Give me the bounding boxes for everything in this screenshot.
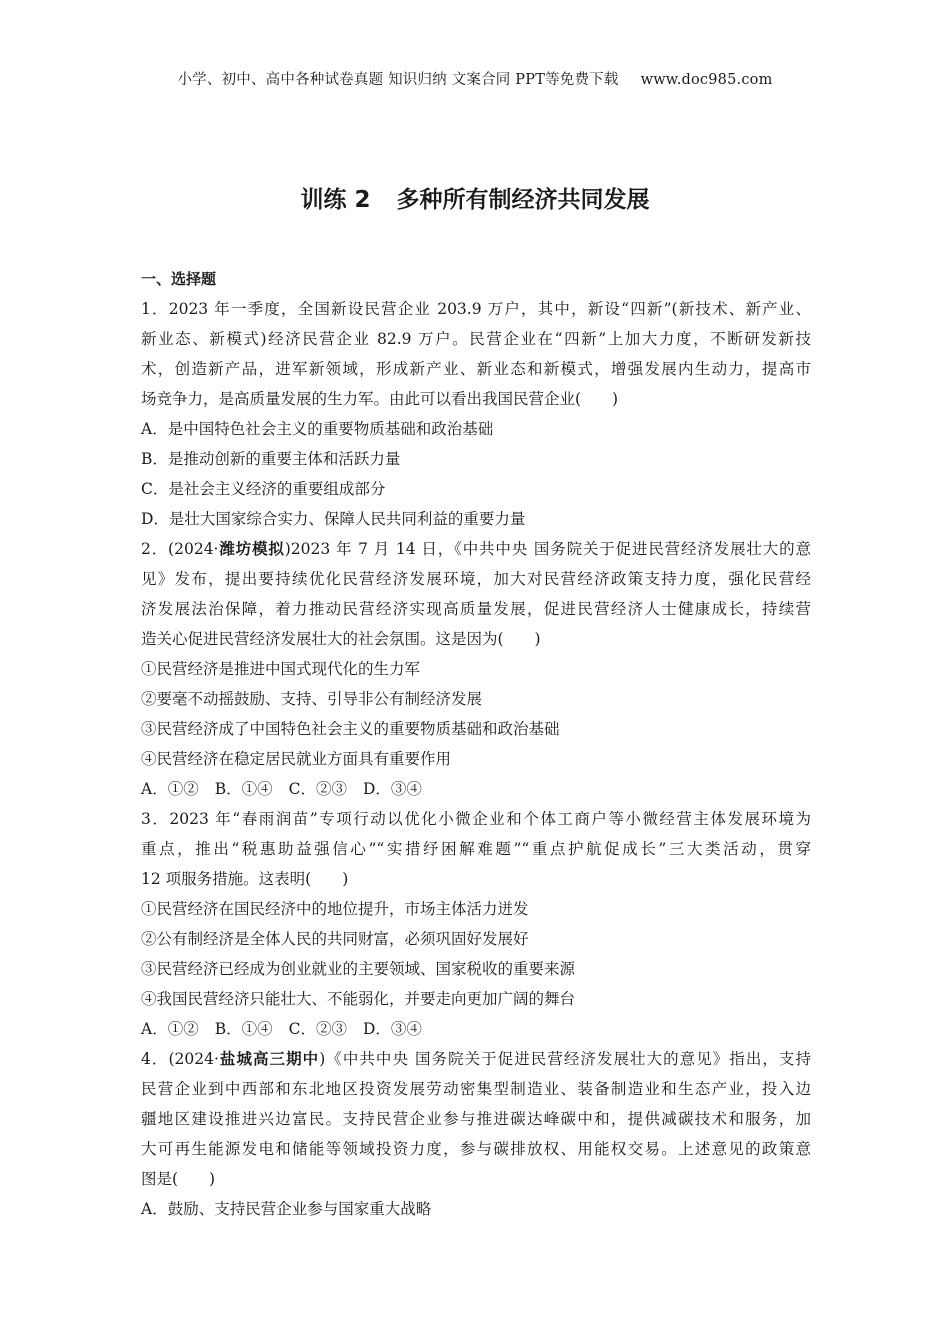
question-stem-line: 大可再生能源发电和储能等领域投资力度，参与碳排放权、用能权交易。上述意见的政策意 <box>141 1140 811 1158</box>
question-3 <box>141 804 811 1044</box>
question-stem-line <box>141 1044 811 1074</box>
section-heading: 一、选择题 <box>141 270 217 288</box>
question-stem-line: 3．2023 年“春雨润苗”专项行动以优化小微企业和个体工商户等小微经营主体发展环境为 <box>141 810 811 828</box>
question-1 <box>141 294 811 534</box>
question-source: 盐城高三期中 <box>218 1049 320 1068</box>
question-stem-line: 见》发布，提出要持续优化民营经济发展环境，加大对民营经济政策支持力度，强化民营经 <box>141 570 811 588</box>
option-b: B．是推动创新的重要主体和活跃力量 <box>141 450 401 468</box>
page-title <box>0 181 950 214</box>
statement-1: ①民营经济在国民经济中的地位提升，市场主体活力迸发 <box>141 900 529 918</box>
header-site: www.doc985.com <box>640 72 773 88</box>
option-c: C．②③ <box>288 1020 347 1038</box>
question-stem-text: )2023 年 7 月 14 日，《中共中央 国务院关于促进民营经济发展壮大的意 <box>284 540 811 558</box>
option-d: D．③④ <box>362 780 422 798</box>
question-source: 潍坊模拟 <box>218 539 285 558</box>
statement-2: ②要毫不动摇鼓励、支持、引导非公有制经济发展 <box>141 690 483 708</box>
question-stem-line: 造关心促进民营经济发展壮大的社会氛围。这是因为( ) <box>141 630 541 648</box>
statement-4: ④我国民营经济只能壮大、不能弱化，并要走向更加广阔的舞台 <box>141 990 576 1008</box>
question-stem-line: 济发展法治保障，着力推动民营经济实现高质量发展，促进民营经济人士健康成长，持续营 <box>141 600 811 618</box>
option-row <box>141 1014 811 1044</box>
option-a: A．①② <box>141 780 199 798</box>
option-d: D．是壮大国家综合实力、保障人民共同利益的重要力量 <box>141 510 526 528</box>
option-a: A．鼓励、支持民营企业参与国家重大战略 <box>141 1200 432 1218</box>
title-label: 训练 2 <box>300 187 371 213</box>
option-a: A．是中国特色社会主义的重要物质基础和政治基础 <box>141 420 494 438</box>
statement-4: ④民营经济在稳定居民就业方面具有重要作用 <box>141 750 452 768</box>
statement-3: ③民营经济成了中国特色社会主义的重要物质基础和政治基础 <box>141 720 560 738</box>
question-2 <box>141 534 811 804</box>
option-d: D．③④ <box>362 1020 422 1038</box>
question-prefix: 2．(2024· <box>141 540 219 558</box>
option-c: C．是社会主义经济的重要组成部分 <box>141 480 386 498</box>
option-b: B．①④ <box>214 780 273 798</box>
question-content <box>141 264 811 1224</box>
header-text: 小学、初中、高中各种试卷真题 知识归纳 文案合同 PPT等免费下载 <box>177 72 619 88</box>
question-stem-line: 重点，推出“税惠助益强信心”“实措纾困解难题”“重点护航促成长”三大类活动，贯穿 <box>141 840 811 858</box>
option-b: B．①④ <box>214 1020 273 1038</box>
question-stem-line <box>141 534 811 564</box>
question-stem-text: )《中共中央 国务院关于促进民营经济发展壮大的意见》指出，支持 <box>319 1050 811 1068</box>
option-c: C．②③ <box>288 780 347 798</box>
title-name: 多种所有制经济共同发展 <box>396 187 650 213</box>
question-stem-line: 术，创造新产品，进军新领域，形成新产业、新业态和新模式，增强发展内生动力，提高市 <box>141 360 811 378</box>
question-4 <box>141 1044 811 1224</box>
question-stem-line: 12 项服务措施。这表明( ) <box>141 870 349 888</box>
question-stem-line: 场竞争力，是高质量发展的生力军。由此可以看出我国民营企业( ) <box>141 390 619 408</box>
question-stem-line: 图是( ) <box>141 1170 216 1188</box>
statement-2: ②公有制经济是全体人民的共同财富，必须巩固好发展好 <box>141 930 529 948</box>
option-row <box>141 774 811 804</box>
question-stem-line: 民营企业到中西部和东北地区投资发展劳动密集型制造业、装备制造业和生态产业，投入边 <box>141 1080 811 1098</box>
question-stem-line: 1．2023 年一季度，全国新设民营企业 203.9 万户，其中，新设“四新”(新技术、新产业、 <box>141 300 811 318</box>
statement-3: ③民营经济已经成为创业就业的主要领域、国家税收的重要来源 <box>141 960 576 978</box>
question-prefix: 4．(2024· <box>141 1050 219 1068</box>
question-stem-line: 疆地区建设推进兴边富民。支持民营企业参与推进碳达峰碳中和，提供减碳技术和服务，加 <box>141 1110 811 1128</box>
statement-1: ①民营经济是推进中国式现代化的生力军 <box>141 660 421 678</box>
option-a: A．①② <box>141 1020 199 1038</box>
question-stem-line: 新业态、新模式)经济民营企业 82.9 万户。民营企业在“四新”上加大力度，不断研发新技 <box>141 330 811 348</box>
page-header <box>0 68 950 89</box>
